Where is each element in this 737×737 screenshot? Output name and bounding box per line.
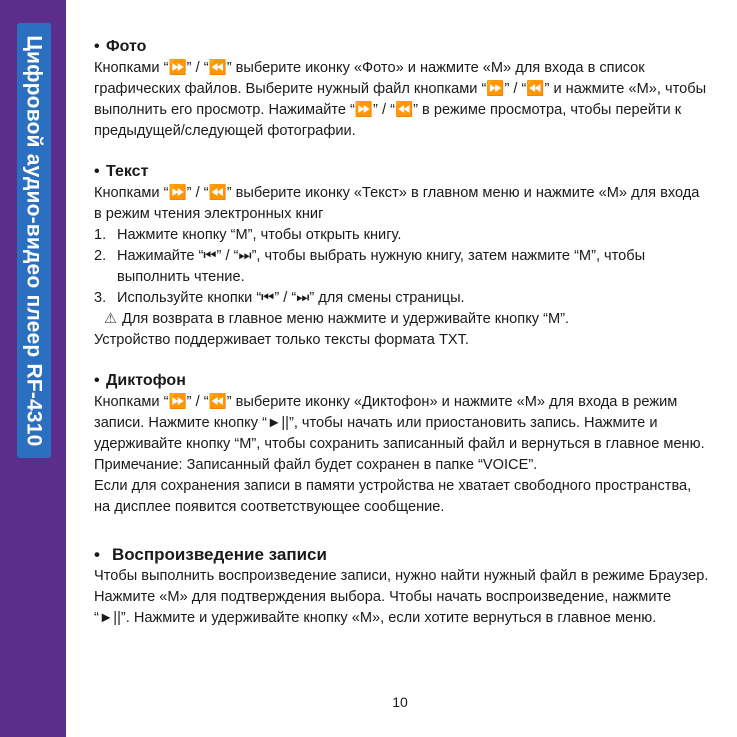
- list-number: 2.: [94, 248, 107, 264]
- sidebar-title-box: [17, 23, 51, 458]
- text-footer: Устройство поддерживает только тексты формата TXT.: [94, 332, 469, 348]
- page-number: 10: [392, 694, 408, 710]
- heading-playback: Воспроизведение записи: [112, 545, 327, 564]
- playback-text-1: Чтобы выполнить воспроизведение записи, нужно найти нужный файл в режиме Браузер.: [94, 568, 709, 584]
- list-text: Нажимайте “⏮” / “⏭”, чтобы выбрать нужную книгу, затем нажмите “M”, чтобы выполнить чтение.: [117, 248, 646, 285]
- warning-icon: ⚠: [104, 311, 118, 327]
- section-text: [94, 161, 709, 351]
- bullet-icon: •: [94, 545, 100, 564]
- list-item: [94, 246, 709, 288]
- section-heading: [94, 544, 709, 566]
- text-note: [94, 309, 709, 330]
- bullet-icon: •: [94, 163, 100, 180]
- sidebar-title: Цифровой аудио-видео плеер RF-4310: [23, 34, 46, 447]
- section-heading: [94, 36, 709, 58]
- text-note-label: Для возврата в главное меню нажмите и удерживайте кнопку “M”.: [122, 311, 570, 327]
- list-text: Нажмите кнопку “M”, чтобы открыть книгу.: [117, 227, 402, 243]
- recorder-text-1: Кнопками “⏩” / “⏪” выберите иконку «Диктофон» и нажмите «М» для входа в режим записи. Нажмите кнопку “►||”, чтобы начать или приостановить запись. Нажмите и удерживайте кнопку “M”, чтобы сохранить записанный файл и вернуться в главное меню.: [94, 394, 705, 452]
- text-intro: Кнопками “⏩” / “⏪” выберите иконку «Текст» в главном меню и нажмите «М» для входа в режим чтения электронных книг: [94, 185, 700, 222]
- list-number: 1.: [94, 227, 107, 243]
- list-text: Используйте кнопки “⏮” / “⏭” для смены страницы.: [117, 290, 465, 306]
- text-steps-list: [94, 225, 709, 309]
- section-playback: [94, 544, 709, 629]
- recorder-text-3: Если для сохранения записи в памяти устройства не хватает свободного пространства, на дисплее появится соответствующее сообщение.: [94, 478, 692, 515]
- section-heading: [94, 370, 709, 392]
- bullet-icon: •: [94, 38, 100, 55]
- section-heading: [94, 161, 709, 183]
- sidebar-band: [0, 0, 66, 737]
- section-recorder: [94, 370, 709, 518]
- heading-text: Текст: [106, 163, 149, 180]
- section-photo: [94, 36, 709, 142]
- list-number: 3.: [94, 290, 107, 306]
- heading-photo: Фото: [106, 38, 147, 55]
- bullet-icon: •: [94, 372, 100, 389]
- playback-text-2: Нажмите «М» для подтверждения выбора. Чтобы начать воспроизведение, нажмите “►||”. Нажмите и удерживайте кнопку «М», если хотите вернуться в главное меню.: [94, 589, 672, 626]
- list-item: [94, 225, 709, 246]
- page-content: [94, 36, 709, 629]
- recorder-text-2: Примечание: Записанный файл будет сохранен в папке “VOICE”.: [94, 457, 538, 473]
- heading-recorder: Диктофон: [106, 372, 186, 389]
- list-item: [94, 288, 709, 309]
- photo-text: Кнопками “⏩” / “⏪” выберите иконку «Фото» и нажмите «М» для входа в список графических файлов. Выберите нужный файл кнопками “⏩” / “⏪” и нажмите «М», чтобы выполнить его просмотр. Нажимайте “⏩” / “⏪” в режиме просмотра, чтобы перейти к предыдущей/следующей фотографии.: [94, 60, 707, 139]
